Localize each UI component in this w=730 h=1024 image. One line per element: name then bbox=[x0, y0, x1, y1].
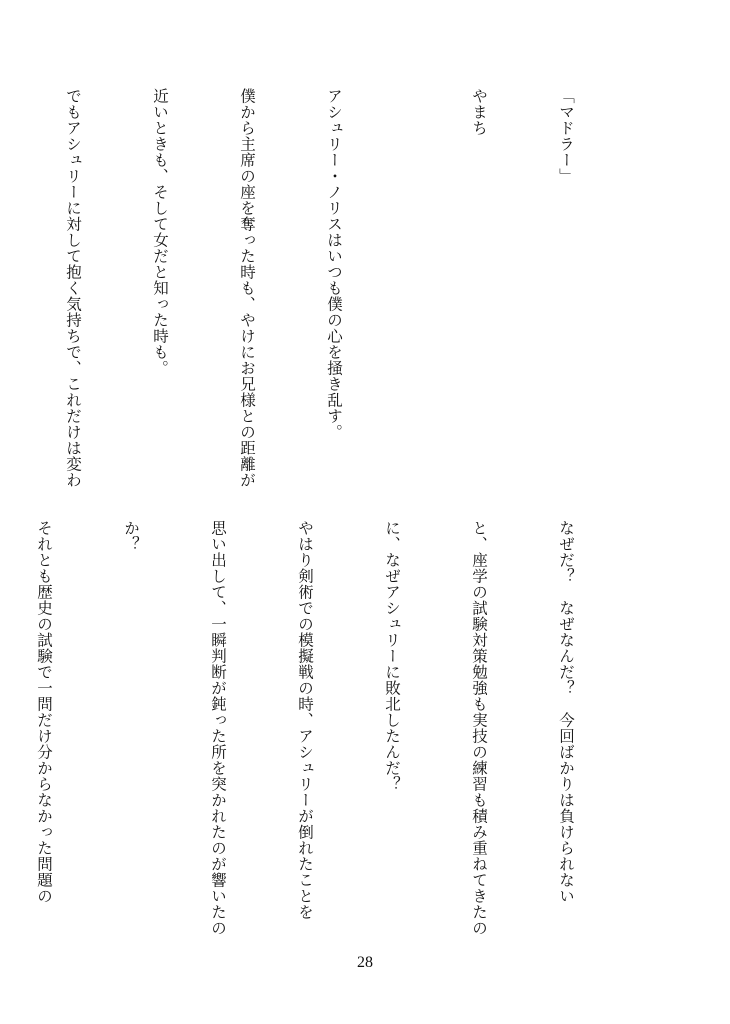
lower-text-block bbox=[35, 520, 638, 936]
page-number: 28 bbox=[357, 954, 373, 971]
text-line: アシュリー・ノリスはいつも僕の心を掻き乱す。 bbox=[325, 88, 343, 440]
text-line: やはり剣術での模擬戦の時、アシュリーが倒れたことを bbox=[296, 520, 314, 920]
text-line: なぜだ？ なぜなんだ？ 今回ばかりは負けられない bbox=[557, 520, 575, 904]
story-title: 「マドラー」 bbox=[557, 88, 575, 184]
text-line: 僕から主席の座を奪った時も、やけにお兄様との距離が bbox=[238, 88, 256, 488]
text-line: か？ bbox=[122, 520, 140, 552]
text-line: それとも歴史の試験で一問だけ分からなかった問題の bbox=[35, 520, 53, 904]
text-line: 思い出して、一瞬判断が鈍った所を突かれたのが響いたの bbox=[209, 520, 227, 936]
text-line: でもアシュリーに対して抱く気持ちで、これだけは変わ bbox=[64, 88, 82, 488]
upper-text-block bbox=[64, 88, 638, 488]
text-line: 近いときも、そして女だと知った時も。 bbox=[151, 88, 169, 376]
text-line: やまち bbox=[470, 88, 488, 136]
text-line: に、なぜアシュリーに敗北したんだ？ bbox=[383, 520, 401, 792]
text-line: と、座学の試験対策勉強も実技の練習も積み重ねてきたの bbox=[470, 520, 488, 936]
